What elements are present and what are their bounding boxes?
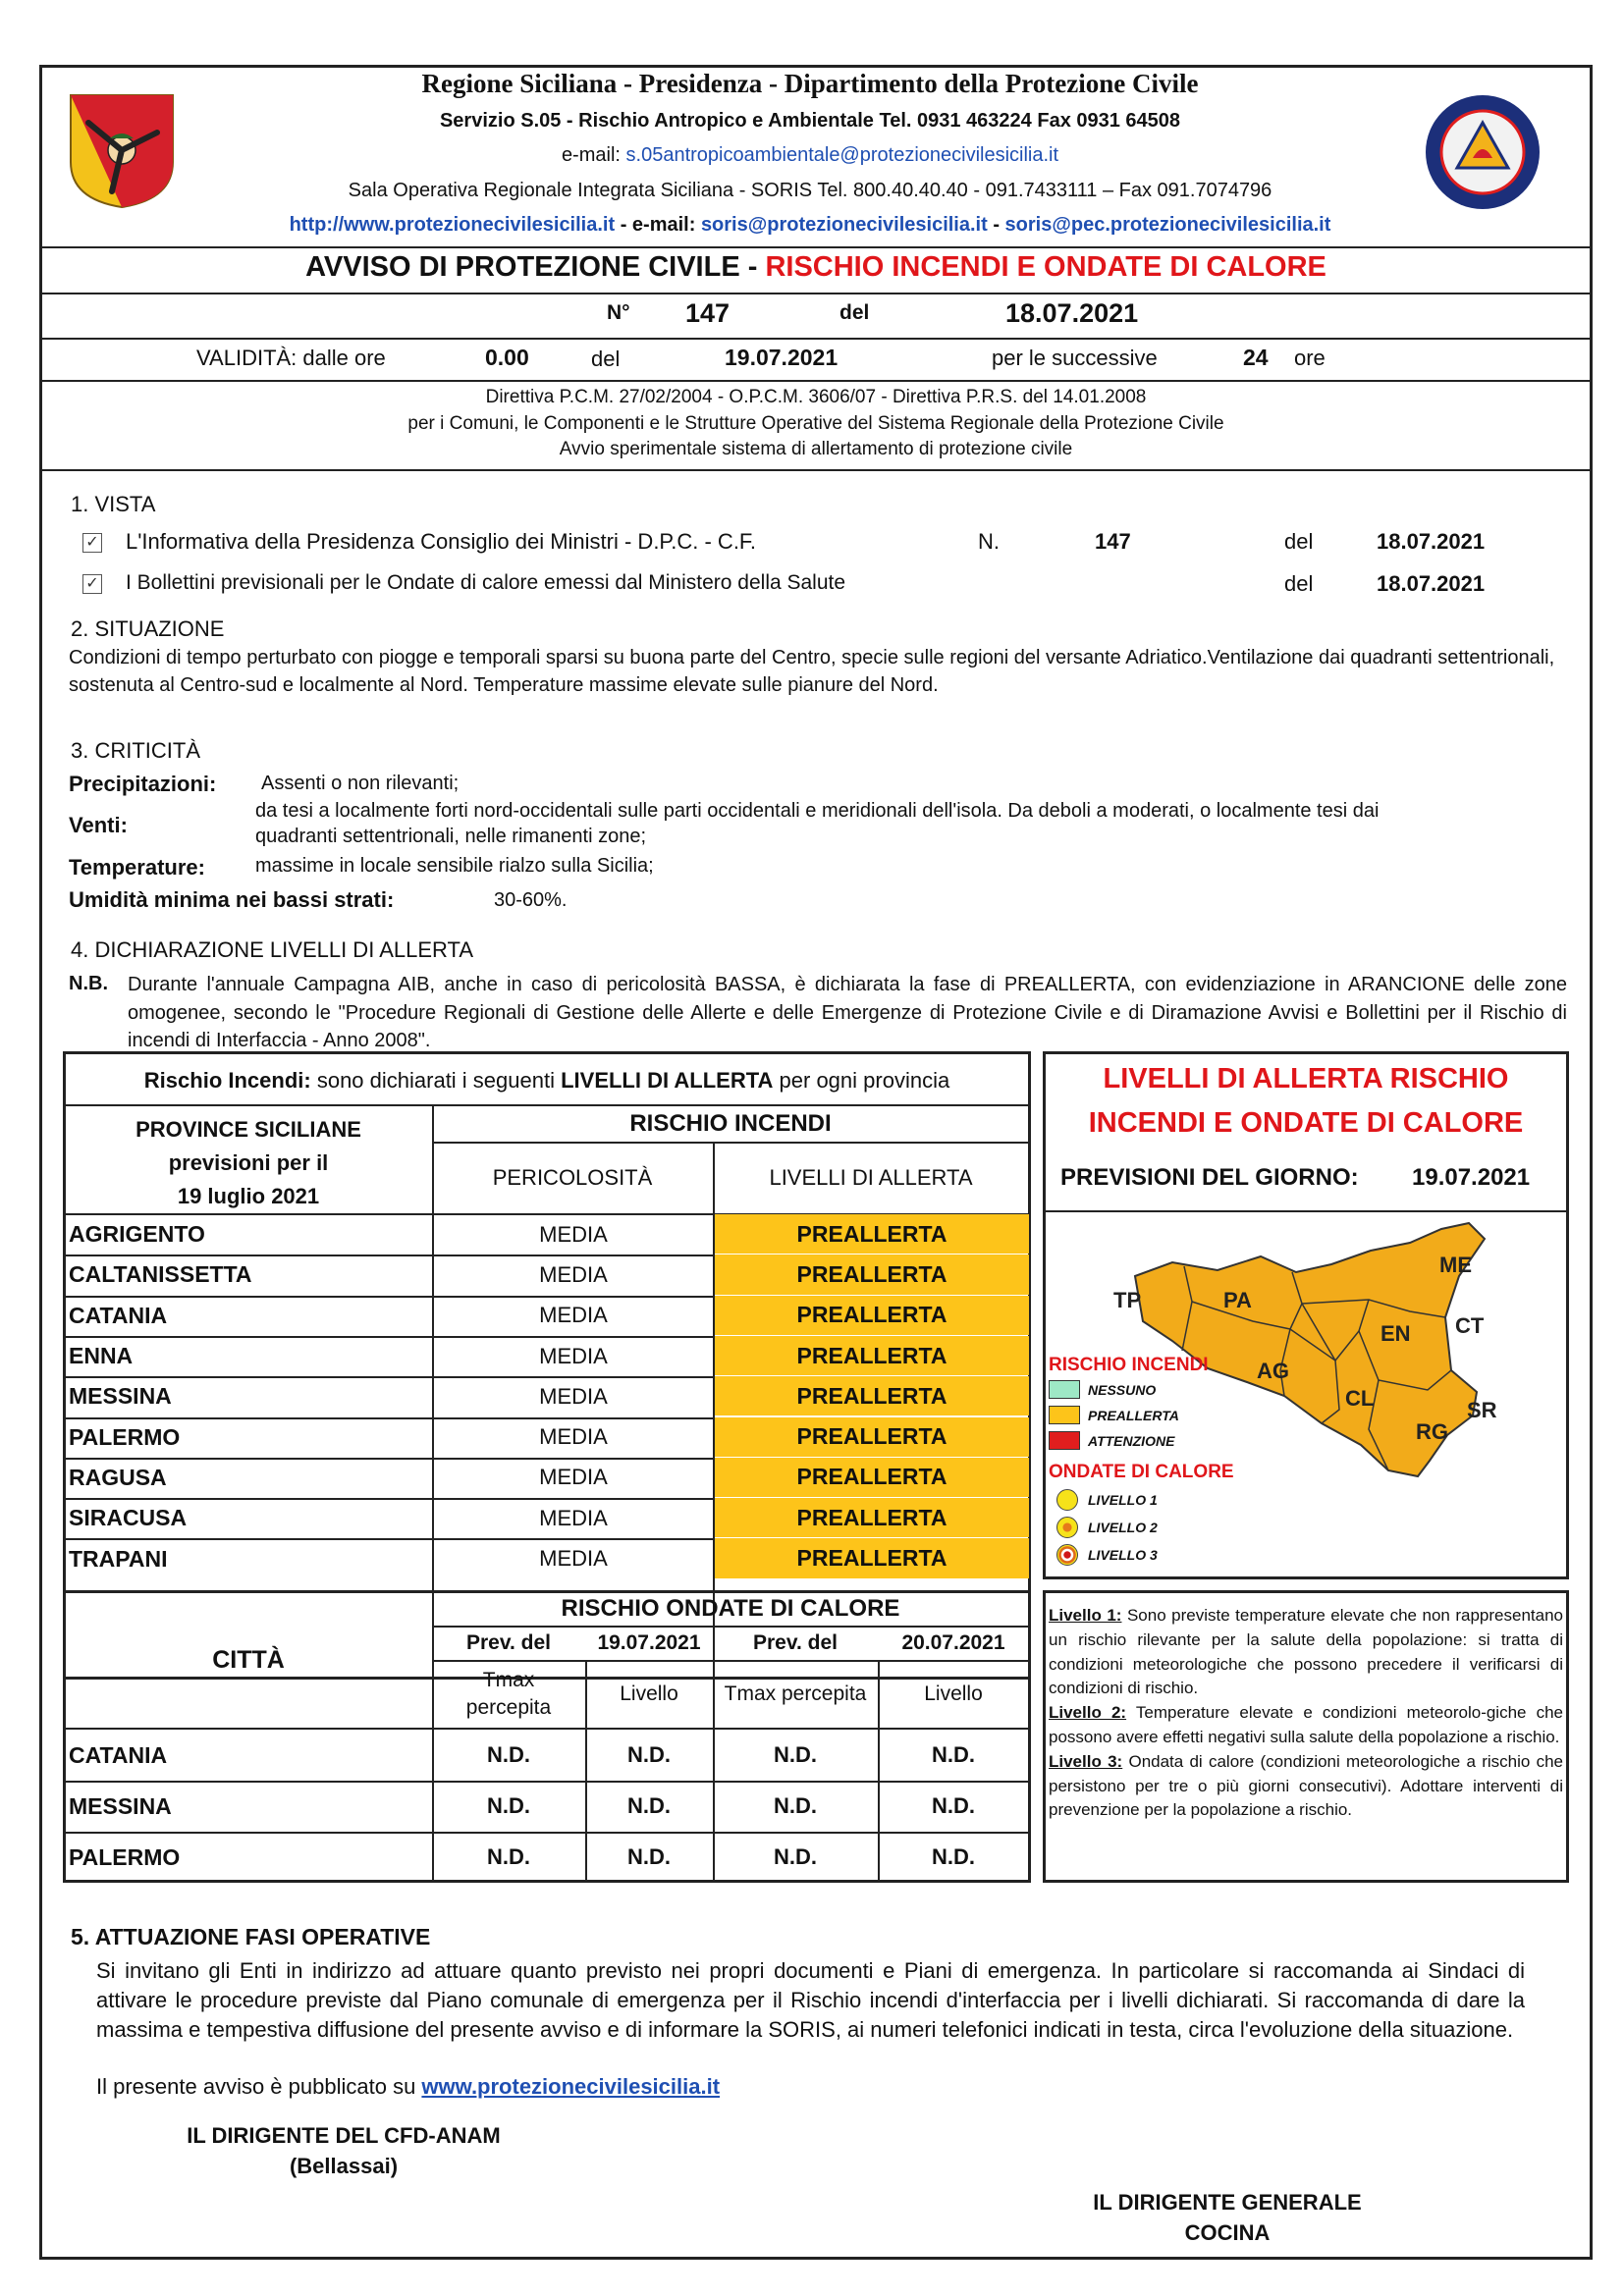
vista-item-1-date: 18.07.2021: [1377, 529, 1486, 554]
header-email-line: [196, 144, 1424, 167]
province-cell: CALTANISSETTA: [69, 1261, 252, 1288]
venti-value-2: quadranti settentrionali, nelle rimanenti zone;: [255, 826, 647, 847]
col-livello-2: Livello: [924, 1682, 983, 1705]
attuazione-heading: 5. ATTUAZIONE FASI OPERATIVE: [71, 1924, 431, 1949]
legend-preallerta: PREALLERTA: [1088, 1408, 1179, 1423]
previsioni-label: PREVISIONI DEL GIORNO:: [1060, 1164, 1359, 1191]
avviso-title: AVVISO DI PROTEZIONE CIVILE - RISCHIO INCENDI E ONDATE DI CALORE: [305, 251, 1326, 283]
nb-text: Durante l'annuale Campagna AIB, anche in caso di pericolosità BASSA, è dichiarata la fase di PREALLERTA, con evidenziazione in ARANCIONE delle zone omogenee, secondo le "Procedure Regionali di Gestione delle Allerte e delle Emergenze di Protezione Civile e di Diramazione Avvisi e Bollettini per il Rischio di incendi di Interfaccia - Anno 2008".: [128, 974, 1567, 1051]
pericolosita-cell: MEDIA: [539, 1343, 608, 1368]
pericolosita-cell: MEDIA: [539, 1424, 608, 1450]
criticita-heading: 3. CRITICITÀ: [71, 738, 201, 763]
validita-date: 19.07.2021: [725, 345, 839, 370]
livello1-cell: N.D.: [627, 1742, 671, 1767]
soris-pec-link[interactable]: soris@pec.protezionecivilesicilia.it: [1004, 214, 1331, 236]
map-label-sr: SR: [1467, 1398, 1497, 1422]
venti-label: Venti:: [69, 813, 128, 837]
map-label-pa: PA: [1223, 1288, 1252, 1312]
header-contacts-line: http://www.protezionecivilesicilia.it - e-mail: soris@protezionecivilesicilia.it - soris@pec.protezionecivilesicilia.it: [289, 214, 1331, 236]
pericolosita-cell: MEDIA: [539, 1383, 608, 1409]
vista-item-1-n: N.: [978, 529, 1000, 554]
precipitazioni-value: Assenti o non rilevanti;: [261, 773, 460, 794]
livello-2-label: Livello 2:: [1049, 1703, 1127, 1723]
tmax1-cell: N.D.: [487, 1844, 530, 1869]
livello-allerta-cell: PREALLERTA: [715, 1214, 1029, 1254]
vista-checkbox-2[interactable]: ✓: [82, 574, 102, 594]
col-livelli-di-allerta: LIVELLI DI ALLERTA: [769, 1165, 973, 1190]
livello-allerta-cell: PREALLERTA: [715, 1417, 1029, 1457]
prev1-date: 19.07.2021: [597, 1631, 701, 1654]
header-service: Servizio S.05 - Rischio Antropico e Ambientale Tel. 0931 463224 Fax 0931 64508: [439, 110, 1181, 132]
pubblicazione-link[interactable]: www.protezionecivilesicilia.it: [421, 2074, 721, 2099]
tmax2-cell: N.D.: [774, 1793, 817, 1818]
signature-right-title: IL DIRIGENTE GENERALE: [1093, 2190, 1362, 2215]
pericolosita-cell: MEDIA: [539, 1221, 608, 1247]
avviso-date: 18.07.2021: [1005, 298, 1139, 328]
region-coat-of-arms-logo: [69, 93, 175, 209]
livello-3-text: Ondata di calore (condizioni meteorologiche a rischio che persistono per tre o più giorni consecutivi). Adottare interventi di prevenzione per la popolazione a rischio.: [1049, 1751, 1563, 1820]
livello-allerta-cell: PREALLERTA: [715, 1296, 1029, 1335]
legend-livello-3-icon: [1056, 1544, 1078, 1566]
province-cell: TRAPANI: [69, 1545, 168, 1572]
col-province: PROVINCE SICILIANE previsioni per il 19 luglio 2021: [135, 1117, 361, 1208]
temperature-label: Temperature:: [69, 855, 205, 880]
nb-label: N.B.: [69, 973, 108, 994]
pericolosita-cell: MEDIA: [539, 1546, 608, 1572]
precipitazioni-label: Precipitazioni:: [69, 772, 217, 796]
livello-allerta-cell: PREALLERTA: [715, 1336, 1029, 1375]
header-title: Regione Siciliana - Presidenza - Dipartimento della Protezione Civile: [421, 69, 1199, 98]
direttiva-line-1: Direttiva P.C.M. 27/02/2004 - O.P.C.M. 3606/07 - Direttiva P.R.S. del 14.01.2008: [485, 387, 1147, 407]
citta-cell: PALERMO: [69, 1843, 181, 1870]
livello2-cell: N.D.: [932, 1844, 975, 1869]
livello-allerta-cell: PREALLERTA: [715, 1376, 1029, 1415]
livello-1-label: Livello 1:: [1049, 1606, 1122, 1625]
direttiva-line-2: per i Comuni, le Componenti e le Strutture Operative del Sistema Regionale della Protezione Civile: [407, 413, 1224, 434]
legend-livello-2: LIVELLO 2: [1088, 1520, 1158, 1535]
legend-livello-2-icon: [1056, 1517, 1078, 1538]
pericolosita-cell: MEDIA: [539, 1303, 608, 1328]
legend-livello-3: LIVELLO 3: [1088, 1547, 1158, 1563]
soris-email-link[interactable]: soris@protezionecivilesicilia.it: [700, 214, 988, 236]
livelli-description: [1049, 1604, 1563, 1823]
livello-allerta-cell: PREALLERTA: [715, 1255, 1029, 1294]
direttiva-line-3: Avvio sperimentale sistema di allertamento di protezione civile: [559, 439, 1073, 459]
map-label-me: ME: [1439, 1253, 1472, 1277]
header-sala: Sala Operativa Regionale Integrata Siciliana - SORIS Tel. 800.40.40.40 - 091.7433111 – Fax 091.7074796: [348, 180, 1272, 201]
legend-livello-1: LIVELLO 1: [1088, 1492, 1158, 1508]
livello-1-text: Sono previste temperature elevate che non rappresentano un rischio rilevante per la salute della popolazione: si tratta di condizioni meteorologiche che possono precedere il verificarsi di condizioni di rischio.: [1049, 1606, 1563, 1698]
map-panel-title-1: LIVELLI DI ALLERTA RISCHIO: [1103, 1063, 1509, 1095]
tmax1-cell: N.D.: [487, 1793, 530, 1818]
livello-3-label: Livello 3:: [1049, 1751, 1123, 1771]
signature-left-title: IL DIRIGENTE DEL CFD-ANAM: [187, 2123, 501, 2148]
signature-right-name: COCINA: [1184, 2220, 1271, 2245]
successive-num: 24: [1243, 345, 1269, 370]
legend-rischio-incendi: RISCHIO INCENDI: [1049, 1355, 1209, 1375]
col-rischio-incendi: RISCHIO INCENDI: [629, 1110, 832, 1137]
legend-nessuno-swatch: [1049, 1380, 1080, 1399]
legend-attenzione-swatch: [1049, 1431, 1080, 1450]
header-email-link[interactable]: s.05antropicoambientale@protezionecivilesicilia.it: [625, 144, 1059, 166]
col-pericolosita: PERICOLOSITÀ: [492, 1165, 653, 1190]
signature-left-name: (Bellassai): [289, 2154, 399, 2178]
livello-allerta-cell: PREALLERTA: [715, 1498, 1029, 1537]
tmax2-cell: N.D.: [774, 1844, 817, 1869]
umidita-value: 30-60%.: [494, 889, 568, 911]
pericolosita-cell: MEDIA: [539, 1505, 608, 1530]
livello2-cell: N.D.: [932, 1742, 975, 1767]
avviso-number: 147: [685, 298, 731, 328]
map-label-tp: TP: [1113, 1288, 1142, 1312]
province-cell: CATANIA: [69, 1302, 168, 1328]
province-cell: ENNA: [69, 1343, 134, 1369]
legend-attenzione: ATTENZIONE: [1088, 1433, 1175, 1449]
col-rischio-ondate: RISCHIO ONDATE DI CALORE: [561, 1595, 900, 1622]
validita-ore: 0.00: [485, 345, 529, 370]
legend-preallerta-swatch: [1049, 1406, 1080, 1424]
province-cell: AGRIGENTO: [69, 1221, 205, 1248]
map-label-ag: AG: [1257, 1359, 1289, 1383]
attuazione-text: Si invitano gli Enti in indirizzo ad attuare quanto previsto nei propri documenti e Piani di emergenza. In particolare si raccomanda ai Sindaci di attivare le procedure previste dal Piano comunale di emergenza per il Rischio incendi d'interfaccia per i livelli dichiarati. Si raccomanda di dare la massima e tempestiva diffusione del presente avviso e di informare la SORIS, ai numeri telefonici indicati in testa, circa l'evoluzione della situazione.: [96, 1958, 1525, 2042]
email-label: e-mail:: [561, 144, 626, 166]
vista-checkbox-1[interactable]: ✓: [82, 533, 102, 553]
venti-value-1: da tesi a localmente forti nord-occidentali sulle parti occidentali e meridionali dell'isola. Da deboli a moderati, o localmente tesi dai: [255, 800, 1380, 822]
livello1-cell: N.D.: [627, 1793, 671, 1818]
validita-del: del: [591, 347, 621, 371]
citta-cell: MESSINA: [69, 1792, 172, 1819]
legend-ondate-di-calore: ONDATE DI CALORE: [1049, 1462, 1234, 1482]
map-label-cl: CL: [1345, 1386, 1375, 1411]
livello-2-text: Temperature elevate e condizioni meteorolo-giche che possono avere effetti negativi sulla salute della popolazione a rischio.: [1049, 1703, 1564, 1746]
province-cell: MESSINA: [69, 1383, 172, 1410]
avviso-del-label: del: [839, 301, 870, 324]
vista-item-2-del: del: [1284, 571, 1314, 596]
website-link[interactable]: http://www.protezionecivilesicilia.it: [289, 214, 616, 236]
tmax1-cell: N.D.: [487, 1742, 530, 1767]
validita-label: VALIDITÀ: dalle ore: [196, 346, 386, 370]
province-cell: RAGUSA: [69, 1464, 167, 1490]
map-label-rg: RG: [1416, 1419, 1448, 1444]
livello-allerta-cell: PREALLERTA: [715, 1458, 1029, 1497]
vista-item-1-num: 147: [1095, 529, 1131, 554]
province-cell: PALERMO: [69, 1423, 181, 1450]
ore-label: ore: [1294, 346, 1326, 370]
citta-cell: CATANIA: [69, 1741, 168, 1768]
incendi-table-intro: Rischio Incendi: sono dichiarati i seguenti LIVELLI DI ALLERTA per ogni provincia: [143, 1068, 950, 1093]
previsioni-date: 19.07.2021: [1412, 1164, 1531, 1191]
map-label-ct: CT: [1455, 1313, 1485, 1338]
province-cell: SIRACUSA: [69, 1505, 188, 1531]
prev2-label: Prev. del: [753, 1631, 838, 1654]
situazione-text: Condizioni di tempo perturbato con piogge e temporali sparsi su buona parte del Centro, specie sulle regioni del versante Adriatico.Ventilazione dai quadranti settentrionali, sostenuta al Centro-sud e localmente al Nord. Temperature massime elevate sulle pianure del Nord.: [69, 647, 1555, 696]
umidita-label: Umidità minima nei bassi strati:: [69, 887, 395, 912]
legend-livello-1-icon: [1056, 1489, 1078, 1511]
pericolosita-cell: MEDIA: [539, 1261, 608, 1287]
col-tmax-percepita-2: Tmax percepita: [724, 1682, 867, 1705]
livello1-cell: N.D.: [627, 1844, 671, 1869]
dichiarazione-heading: 4. DICHIARAZIONE LIVELLI DI ALLERTA: [71, 937, 473, 962]
col-citta: CITTÀ: [212, 1645, 285, 1674]
prev1-label: Prev. del: [466, 1631, 551, 1654]
map-label-en: EN: [1380, 1321, 1411, 1346]
col-tmax-percepita-1: Tmax percepita: [465, 1669, 552, 1719]
vista-item-1: L'Informativa della Presidenza Consiglio dei Ministri - D.P.C. - C.F.: [126, 529, 757, 554]
legend-nessuno: NESSUNO: [1088, 1382, 1157, 1398]
vista-item-1-del: del: [1284, 529, 1314, 554]
tmax2-cell: N.D.: [774, 1742, 817, 1767]
livello-allerta-cell: PREALLERTA: [715, 1538, 1029, 1577]
vista-item-2-date: 18.07.2021: [1377, 571, 1486, 596]
vista-item-2: I Bollettini previsionali per le Ondate di calore emessi dal Ministero della Salute: [126, 571, 846, 594]
prev2-date: 20.07.2021: [901, 1631, 1005, 1654]
successive-label: per le successive: [992, 346, 1158, 370]
protezione-civile-logo: [1424, 93, 1542, 211]
livello2-cell: N.D.: [932, 1793, 975, 1818]
col-livello-1: Livello: [620, 1682, 678, 1705]
avviso-n-label: N°: [607, 301, 630, 324]
temperature-value: massime in locale sensibile rialzo sulla Sicilia;: [255, 855, 654, 877]
pericolosita-cell: MEDIA: [539, 1465, 608, 1490]
map-panel-title-2: INCENDI E ONDATE DI CALORE: [1088, 1107, 1524, 1139]
vista-heading: 1. VISTA: [71, 492, 156, 516]
situazione-heading: 2. SITUAZIONE: [71, 616, 225, 641]
pubblicazione-line: Il presente avviso è pubblicato su www.protezionecivilesicilia.it: [96, 2074, 721, 2099]
